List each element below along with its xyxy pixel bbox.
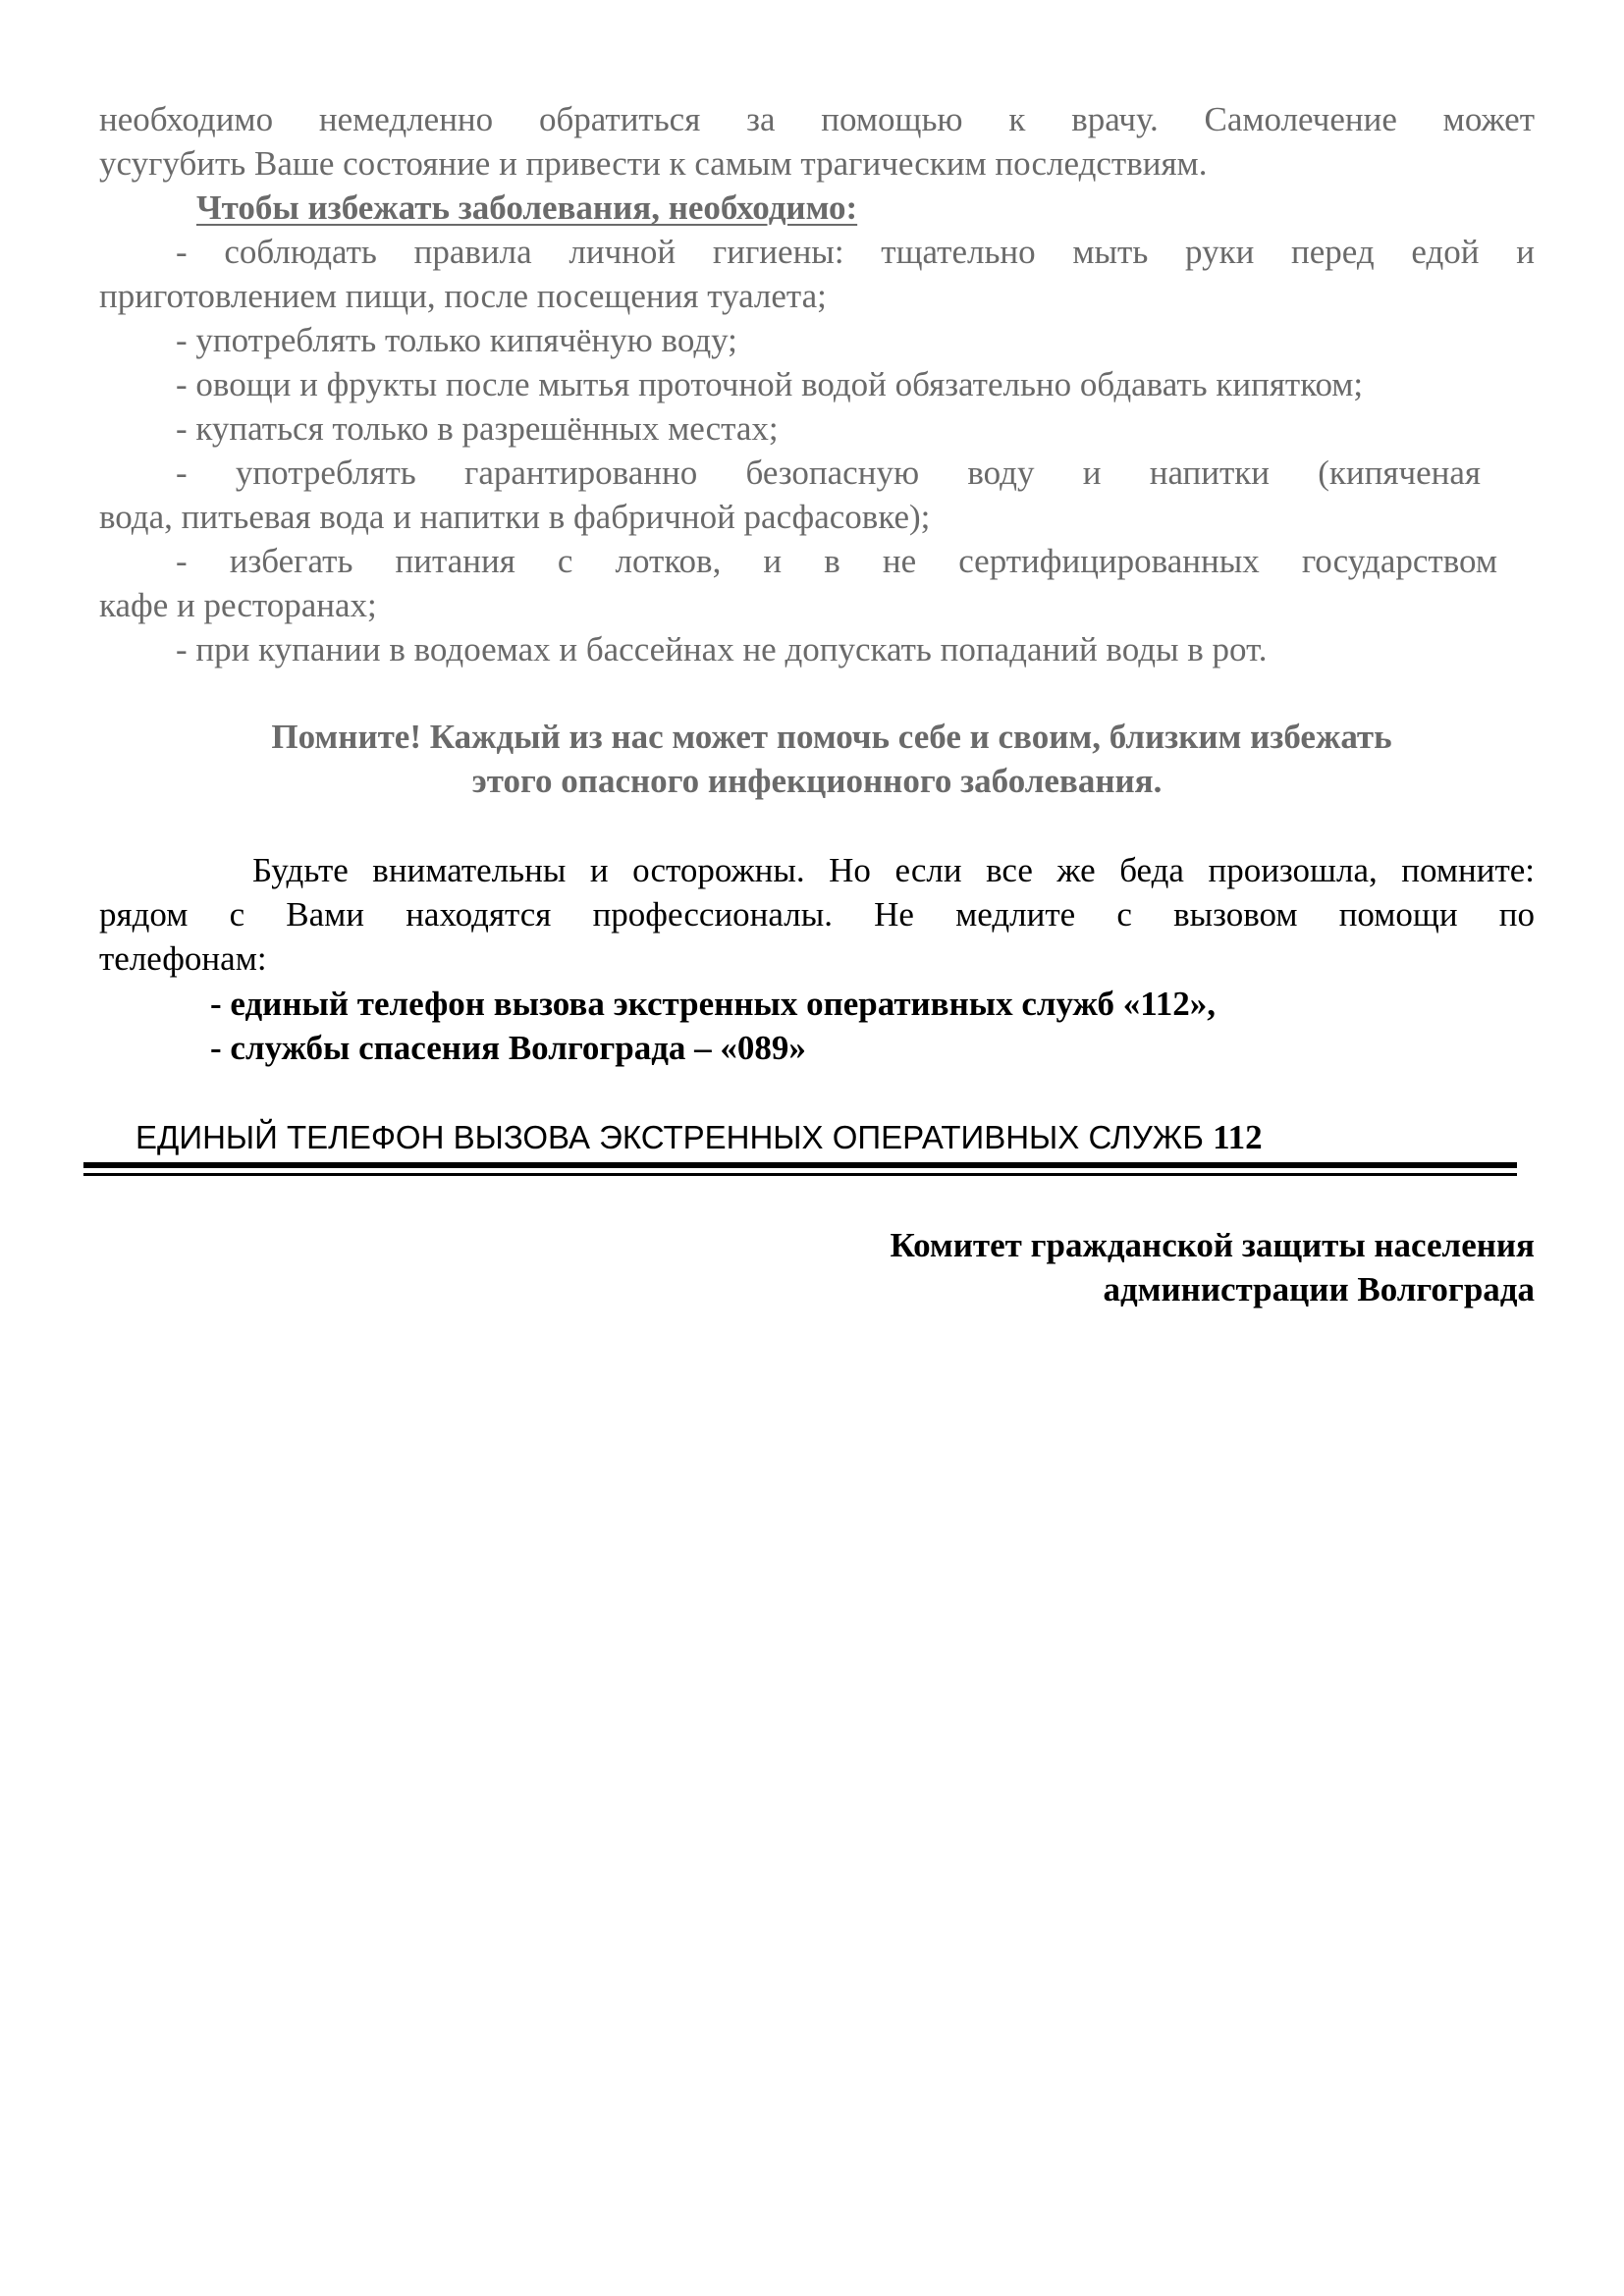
reminder-block xyxy=(99,715,1535,803)
banner-number: 112 xyxy=(1213,1118,1263,1156)
list-item xyxy=(99,318,1535,362)
reminder-line: Помните! Каждый из нас может помочь себе и своим, близким избежать xyxy=(271,718,1392,756)
list-item xyxy=(99,406,1535,451)
list-item-text: - соблюдать правила личной гигиены: тщательно мыть руки перед едой и xyxy=(176,233,1535,271)
list-item-text: - употреблять только кипячёную воду; xyxy=(176,321,737,359)
signature-block xyxy=(890,1223,1535,1311)
list-item xyxy=(99,539,1535,627)
list-item-text: - избегать питания с лотков, и в не сертифицированных государством xyxy=(176,542,1497,580)
list-item-text: - овощи и фрукты после мытья проточной водой обязательно обдавать кипятком; xyxy=(176,365,1364,403)
signature-line: Комитет гражданской защиты населения xyxy=(890,1226,1535,1264)
list-item-text: - купаться только в разрешённых местах; xyxy=(176,409,779,448)
intro-line: необходимо немедленно обратиться за помощью к врачу. Самолечение может xyxy=(99,100,1535,138)
phone-item: - единый телефон вызова экстренных оперативных служб «112», xyxy=(210,985,1217,1023)
list-item xyxy=(99,451,1535,539)
list-item-text: - употреблять гарантированно безопасную воду и напитки (кипяченая xyxy=(176,454,1481,492)
intro-paragraph xyxy=(99,97,1535,186)
list-item xyxy=(99,230,1535,318)
phone-item: - службы спасения Волгограда – «089» xyxy=(210,1029,806,1067)
prevention-list xyxy=(99,230,1535,671)
divider-thick xyxy=(83,1162,1517,1168)
advice-paragraph xyxy=(99,848,1535,981)
list-item-text: вода, питьевая вода и напитки в фабричной расфасовке); xyxy=(99,498,931,536)
advice-line: телефонам: xyxy=(99,939,267,978)
list-item-text: приготовлением пищи, после посещения туалета; xyxy=(99,277,827,315)
advice-line: Будьте внимательны и осторожны. Но если все же беда произошла, помните: xyxy=(252,851,1535,889)
reminder-line: этого опасного инфекционного заболевания. xyxy=(471,762,1163,800)
signature-line: администрации Волгограда xyxy=(1103,1270,1535,1308)
list-item xyxy=(99,362,1535,406)
list-item xyxy=(99,627,1535,671)
prevention-heading: Чтобы избежать заболевания, необходимо: xyxy=(196,188,858,227)
intro-line: усугубить Ваше состояние и привести к самым трагическим последствиям. xyxy=(99,144,1208,183)
banner-text: ЕДИНЫЙ ТЕЛЕФОН ВЫЗОВА ЭКСТРЕННЫХ ОПЕРАТИВНЫХ СЛУЖБ xyxy=(135,1119,1204,1155)
divider-thin xyxy=(83,1173,1517,1176)
list-item-text: - при купании в водоемах и бассейнах не допускать попаданий воды в рот. xyxy=(176,630,1268,668)
emergency-phones xyxy=(210,982,1216,1070)
emergency-banner xyxy=(135,1115,1263,1159)
list-item-text: кафе и ресторанах; xyxy=(99,586,377,624)
advice-line: рядом с Вами находятся профессионалы. Не медлите с вызовом помощи по xyxy=(99,895,1535,934)
